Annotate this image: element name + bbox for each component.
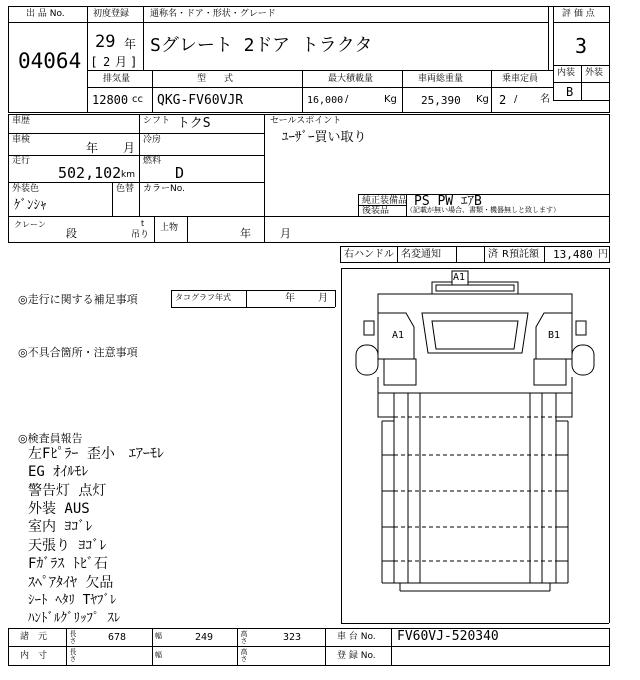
recycle-deposit-label: R預託額: [502, 249, 539, 260]
damage-mark: A1: [392, 330, 405, 341]
inspection-month-unit: 月: [123, 141, 136, 155]
fuel-label: 燃料: [143, 156, 162, 166]
displacement-unit: cc: [132, 94, 143, 105]
report-line: ｼｰﾄ ﾍﾀﾘ Tﾔﾌﾞﾚ: [28, 593, 117, 608]
lot-no: 04064: [18, 49, 82, 73]
sales-point: ﾕｰｻﾞｰ買い取り: [282, 130, 367, 145]
tachograph-year-unit: 年: [285, 293, 295, 304]
report-line: 外装 AUS: [28, 501, 90, 517]
damage-mark: B1: [548, 330, 561, 341]
body-year-unit: 年: [240, 227, 251, 240]
exterior-label: 外装: [585, 68, 604, 78]
equipment-label: 純正装備品: [362, 196, 408, 206]
dims-label: 諸 元: [20, 632, 48, 642]
chassis-value: FV60VJ-520340: [397, 629, 499, 644]
inspection-label: 車検: [12, 135, 31, 145]
crane-label: クレーン: [14, 220, 46, 229]
inner-height-label: 高さ: [240, 648, 248, 662]
reg-no-label: 登 録 No.: [337, 651, 376, 661]
first-reg-label: 初度登録: [93, 9, 130, 19]
gross-weight-label: 車両総重量: [418, 74, 464, 84]
color-change-label: 色替: [116, 184, 135, 194]
capacity-sep: /: [514, 94, 518, 105]
report-line: ｽﾍﾟｱﾀｲﾔ 欠品: [28, 575, 114, 591]
report-line: 室内 ﾖｺﾞﾚ: [28, 519, 93, 535]
report-line: ﾊﾝﾄﾞﾙｸﾞﾘｯﾌﾟ ｽﾚ: [28, 611, 121, 626]
length-value: 678: [108, 632, 127, 643]
month-bracket-open: [: [92, 55, 97, 69]
history-label: 車歴: [12, 116, 31, 126]
crane-ton-unit: t: [141, 219, 145, 228]
aftermarket-note: （記載が無い場合、書類・機器無しと致します）: [406, 206, 560, 214]
inner-width-label: 幅: [155, 651, 162, 659]
recycle-unit: 円: [598, 249, 608, 260]
tachograph-month-unit: 月: [318, 293, 328, 304]
reg-year-unit: 年: [124, 37, 137, 51]
body-label: 上物: [160, 223, 179, 233]
name-change-label: 名変通知: [401, 249, 441, 260]
interior-grade: B: [566, 85, 574, 99]
reg-month-unit: 月: [115, 55, 128, 69]
driving-notes-heading: ◎走行に関する補足事項: [18, 293, 138, 306]
exterior-color: ｹﾞﾝｼｬ: [14, 198, 47, 213]
month-bracket-close: ]: [131, 55, 136, 69]
inspector-report-heading: ◎検査員報告: [18, 432, 83, 445]
displacement-label: 排気量: [103, 74, 131, 84]
sales-point-label: セールスポイント: [270, 116, 342, 126]
ac-label: 冷房: [143, 135, 162, 145]
fuel-value: D: [175, 164, 185, 182]
width-value: 249: [195, 632, 214, 643]
lot-no-label: 出 品 No.: [26, 9, 65, 19]
max-load-label: 最大積載量: [328, 74, 374, 84]
inspection-year-unit: 年: [86, 141, 99, 155]
aftermarket-label: 後装品: [362, 206, 390, 216]
model-code: QKG-FV60VJR: [157, 93, 244, 108]
mileage-unit: km: [121, 170, 135, 180]
capacity-label: 乗車定員: [502, 74, 539, 84]
displacement: 12800: [92, 93, 129, 107]
color-no-label: カラーNo.: [143, 184, 185, 194]
max-load-sep: /: [345, 94, 349, 105]
exterior-color-label: 外装色: [12, 184, 40, 194]
recycle-deposit: 13,480: [553, 248, 593, 261]
mileage: 502,102: [58, 164, 122, 182]
report-line: 天張り ﾖｺﾞﾚ: [28, 538, 107, 554]
inner-length-label: 長さ: [69, 648, 77, 662]
shift-value: トクS: [177, 116, 211, 131]
interior-label: 内装: [557, 68, 576, 78]
damage-mark: A1: [453, 272, 466, 283]
max-load-unit: Kg: [384, 94, 397, 105]
gross-weight-unit: Kg: [476, 94, 489, 105]
truck-damage-diagram: [342, 269, 608, 622]
name-label: 通称名・ドア・形状・グレード: [150, 9, 276, 19]
score-value: 3: [575, 34, 588, 58]
capacity: 2: [499, 93, 507, 107]
length-label: 長さ: [69, 630, 77, 644]
recycle-paid-label: 済: [488, 249, 498, 260]
inner-label: 内 寸: [20, 651, 48, 661]
body-month-unit: 月: [280, 227, 291, 240]
capacity-unit: 名: [540, 94, 550, 105]
model-name: Sグレート 2ドア トラクタ: [150, 35, 373, 56]
shift-label: シフト: [143, 116, 171, 126]
max-load: 16,000: [307, 95, 344, 106]
crane-hoist-unit: 吊り: [131, 230, 150, 240]
height-value: 323: [283, 632, 302, 643]
reg-year: 29: [95, 32, 116, 52]
crane-stage-unit: 段: [66, 227, 77, 240]
model-code-label: 型 式: [197, 74, 234, 84]
height-label: 高さ: [240, 630, 248, 644]
defects-heading: ◎不具合箇所・注意事項: [18, 346, 138, 359]
gross-weight: 25,390: [421, 94, 461, 107]
report-line: Fｶﾞﾗｽ ﾄﾋﾞ石: [28, 556, 108, 572]
mileage-label: 走行: [12, 156, 31, 166]
report-line: 警告灯 点灯: [28, 483, 107, 499]
score-label: 評 価 点: [562, 9, 595, 19]
equipment: PS PW ｴｱB: [414, 194, 482, 209]
tachograph-label: タコグラフ年式: [175, 293, 231, 302]
report-line: 左Fﾋﾟﾗｰ 歪小 ｴｱｰﾓﾚ: [28, 446, 164, 462]
width-label: 幅: [155, 632, 162, 640]
chassis-label: 車 台 No.: [337, 632, 376, 642]
report-line: EG ｵｲﾙﾓﾚ: [28, 464, 89, 480]
reg-month: 2: [103, 55, 111, 69]
rhd-flag: 右ハンドル: [344, 249, 394, 260]
